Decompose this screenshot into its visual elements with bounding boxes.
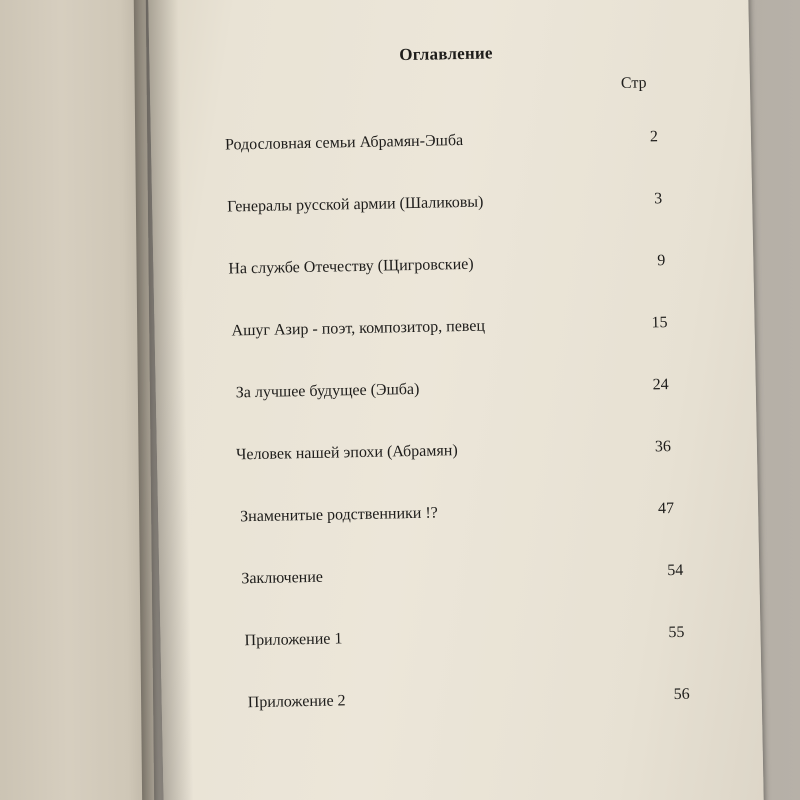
toc-entry <box>154 312 754 348</box>
right-page <box>148 0 764 800</box>
toc-entry-title: Человек нашей эпохи (Абрамян) <box>235 442 458 464</box>
toc-entry <box>156 374 756 410</box>
toc-entry-title: На службе Отечеству (Щигровские) <box>228 255 474 278</box>
toc-entry-page: 9 <box>657 252 666 270</box>
page-column-label: Стр <box>620 74 647 92</box>
toc-entry-page: 54 <box>667 561 684 580</box>
toc-entry <box>159 560 759 596</box>
toc-entry-page: 2 <box>649 128 659 146</box>
toc-entry-title: За лучшее будущее (Эшба) <box>235 380 420 402</box>
toc-entry-title: Приложение 1 <box>244 630 343 650</box>
toc-entry-page: 56 <box>673 685 690 704</box>
toc-entry-page: 55 <box>668 623 685 642</box>
left-page <box>0 0 154 800</box>
toc-entry <box>153 250 753 286</box>
toc-entry-title: Приложение 2 <box>247 692 346 712</box>
toc-entry-page: 47 <box>657 499 675 518</box>
toc-heading: Оглавление <box>399 43 493 65</box>
toc-entry-page: 3 <box>653 190 663 208</box>
table-of-contents <box>148 0 764 800</box>
toc-entry-title: Ашуг Азир - поэт, композитор, певец <box>231 317 486 340</box>
toc-entry-title: Заключение <box>241 568 324 588</box>
toc-entry <box>158 498 758 534</box>
toc-entry <box>162 684 762 720</box>
toc-entry <box>160 622 760 658</box>
toc-entry-page: 36 <box>654 438 672 456</box>
toc-entry-page: 24 <box>652 376 669 394</box>
toc-entry-title: Генералы русской армии (Шаликовы) <box>227 193 484 216</box>
toc-entry-title: Родословная семьи Абрамян-Эшба <box>224 131 464 154</box>
toc-entry <box>151 126 751 162</box>
toc-entry <box>152 188 752 224</box>
toc-entry-page: 15 <box>651 314 668 332</box>
toc-entry <box>157 436 757 472</box>
toc-entry-title: Знаменитые родственники !? <box>240 504 438 526</box>
